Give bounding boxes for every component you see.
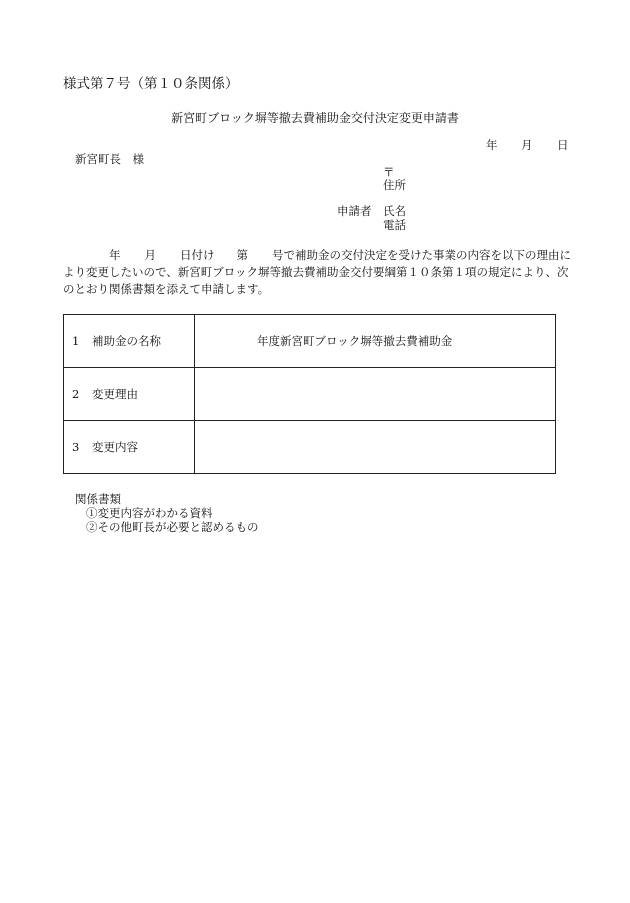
row-label-cell bbox=[64, 315, 195, 368]
table-row bbox=[64, 421, 556, 474]
body-line-2: より変更したいので、新宮町ブロック塀等撤去費補助金交付要綱第１０条第１項の規定により、次 bbox=[63, 265, 569, 279]
date-year-label: 年 bbox=[486, 138, 498, 152]
name-label: 氏名 bbox=[383, 204, 406, 218]
change-content-field[interactable] bbox=[195, 421, 556, 474]
body-dated: 日付け bbox=[180, 248, 215, 262]
row-number: 2 bbox=[72, 387, 80, 401]
documents-heading: 関係書類 bbox=[75, 492, 121, 506]
table-row bbox=[64, 368, 556, 421]
row-label: 変更理由 bbox=[92, 387, 138, 401]
applicant-label: 申請者 bbox=[337, 204, 372, 218]
body-month: 月 bbox=[144, 248, 156, 262]
change-reason-field[interactable] bbox=[195, 368, 556, 421]
subsidy-name-field[interactable]: 年度新宮町ブロック塀等撤去費補助金 bbox=[195, 315, 556, 368]
address-label: 住所 bbox=[383, 178, 406, 192]
document-title: 新宮町ブロック塀等撤去費補助金交付決定変更申請書 bbox=[171, 111, 459, 125]
postal-mark: 〒 bbox=[383, 165, 395, 179]
row-label-cell bbox=[64, 421, 195, 474]
body-line-3: のとおり関係書類を添えて申請します。 bbox=[63, 282, 270, 296]
addressee: 新宮町長 様 bbox=[75, 152, 144, 166]
phone-label: 電話 bbox=[383, 218, 406, 232]
row-number: 1 bbox=[72, 334, 80, 348]
body-rest: 号で補助金の交付決定を受けた事業の内容を以下の理由に bbox=[272, 248, 571, 262]
document-item: ②その他町長が必要と認めるもの bbox=[86, 520, 259, 534]
row-label: 補助金の名称 bbox=[92, 334, 161, 348]
body-text bbox=[63, 247, 573, 298]
row-label: 変更内容 bbox=[92, 440, 138, 454]
document-item: ①変更内容がわかる資料 bbox=[86, 506, 213, 520]
date-day-label: 日 bbox=[557, 138, 569, 152]
table-row bbox=[64, 315, 556, 368]
body-line-1 bbox=[63, 247, 573, 264]
row-number: 3 bbox=[72, 440, 80, 454]
row-label-cell bbox=[64, 368, 195, 421]
application-table bbox=[63, 314, 556, 474]
body-year: 年 bbox=[109, 248, 121, 262]
date-month-label: 月 bbox=[521, 138, 533, 152]
body-no-prefix: 第 bbox=[236, 248, 248, 262]
form-number: 様式第７号（第１０条関係） bbox=[63, 76, 239, 92]
